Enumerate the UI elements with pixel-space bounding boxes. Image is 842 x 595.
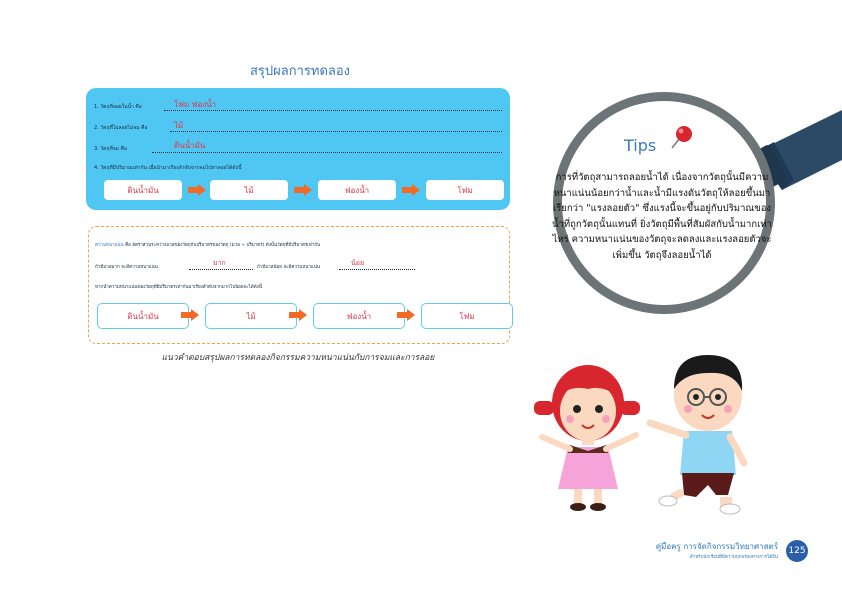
- section-title: สรุปผลการทดลอง: [249, 64, 351, 79]
- density-term: ความหนาแน่น: [95, 243, 124, 248]
- page-number: 125: [786, 540, 808, 562]
- summary-step-3: ฟองน้ำ: [318, 180, 396, 200]
- density-definition-text: คือ อัตราส่วนระหว่างมวลของวัตถุกับปริมาตรของวัตถุ (มวล ÷ ปริมาตร) ดังนั้นวัตถุที่มีปริมาตรเท่ากัน: [125, 243, 321, 248]
- density-step-4: โฟม: [421, 303, 513, 329]
- density-answer-1-line: [189, 269, 253, 270]
- arrow-right-icon: [402, 184, 420, 196]
- density-order-prompt: หากนำความหนาแน่นของวัตถุที่มีปริมาตรเท่ากันมาเรียงลำดับจากมากไปน้อยจะได้ดังนี้: [95, 285, 262, 290]
- boy-illustration: [644, 345, 762, 515]
- summary-order-prompt: 4. วัตถุที่มีปริมาณเท่ากัน เมื่อนำมาเรียงลำดับจากจมไปหาลอยได้ดังนี้: [94, 165, 242, 171]
- summary-box: [86, 88, 510, 210]
- summary-item-1-label: 1. วัตถุที่ลอยในน้ำ คือ: [94, 104, 142, 110]
- arrow-right-icon: [294, 184, 312, 196]
- summary-item-3-answer: ดินน้ำมัน: [174, 141, 206, 150]
- girl-illustration: [532, 355, 644, 515]
- summary-item-2-label: 2. วัตถุที่ไม่ลอยไม่จม คือ: [94, 125, 148, 131]
- tips-text: การที่วัตถุสามารถลอยน้ำได้ เนื่องจากวัตถุนั้นมีความหนาแน่นน้อยกว่าน้ำและน้ำมีแรงดันวัตถุให้ลอยขึ้นมา เรียกว่า "แรงลอยตัว" ซึ่งแรงนี้จะขึ้นอยู่กับปริมาณของน้ำที่ถูกวัตถุนั้นแทนที่ ยิ่งวัตถุมีพื้นที่สัมผัสกับน้ำมากเท่าไหร่ ความหนาแน่นของวัตถุจะลดลงและแรงลอยตัวจะเพิ่มขึ้น วัตถุจึงลอยน้ำได้: [552, 172, 772, 261]
- density-answer-2: น้อย: [351, 259, 365, 267]
- density-definition: [95, 241, 320, 248]
- density-step-3: ฟองน้ำ: [313, 303, 405, 329]
- summary-item-2-answer: ไม้: [174, 121, 184, 130]
- density-box: [88, 226, 510, 344]
- summary-step-4: โฟม: [426, 180, 504, 200]
- summary-item-3-line: [152, 152, 502, 153]
- summary-item-2-line: [170, 131, 502, 132]
- arrow-right-icon: [181, 309, 199, 321]
- figure-caption: แนวคำตอบสรุปผลการทดลองกิจกรรมความหนาแน่นกับการจมและการลอย: [161, 353, 435, 363]
- footer-subtitle: สำหรับนักเรียนที่มีความบกพร่องทางการได้ยิน: [689, 555, 778, 560]
- density-step-2: ไม้: [205, 303, 297, 329]
- summary-step-1: ดินน้ำมัน: [104, 180, 182, 200]
- density-answer-1: มาก: [213, 259, 226, 267]
- density-line-mass-low: ถ้ามีมวลน้อย จะมีความหนาแน่น: [257, 265, 320, 270]
- density-step-1: ดินน้ำมัน: [97, 303, 189, 329]
- footer-title: คู่มือครู การจัดกิจกรรมวิทยาศาสตร์: [655, 542, 778, 551]
- tips-label: Tips: [624, 136, 657, 155]
- density-answer-2-line: [339, 269, 415, 270]
- summary-item-3-label: 3. วัตถุที่จม คือ: [94, 146, 127, 152]
- pushpin-icon: [666, 122, 696, 152]
- arrow-right-icon: [289, 309, 307, 321]
- arrow-right-icon: [188, 184, 206, 196]
- arrow-right-icon: [397, 309, 415, 321]
- density-line-mass-high: ถ้ามีมวลมาก จะมีความหนาแน่น: [95, 265, 158, 270]
- summary-item-1-answer: โฟม ฟองน้ำ: [174, 100, 217, 109]
- summary-step-2: ไม้: [210, 180, 288, 200]
